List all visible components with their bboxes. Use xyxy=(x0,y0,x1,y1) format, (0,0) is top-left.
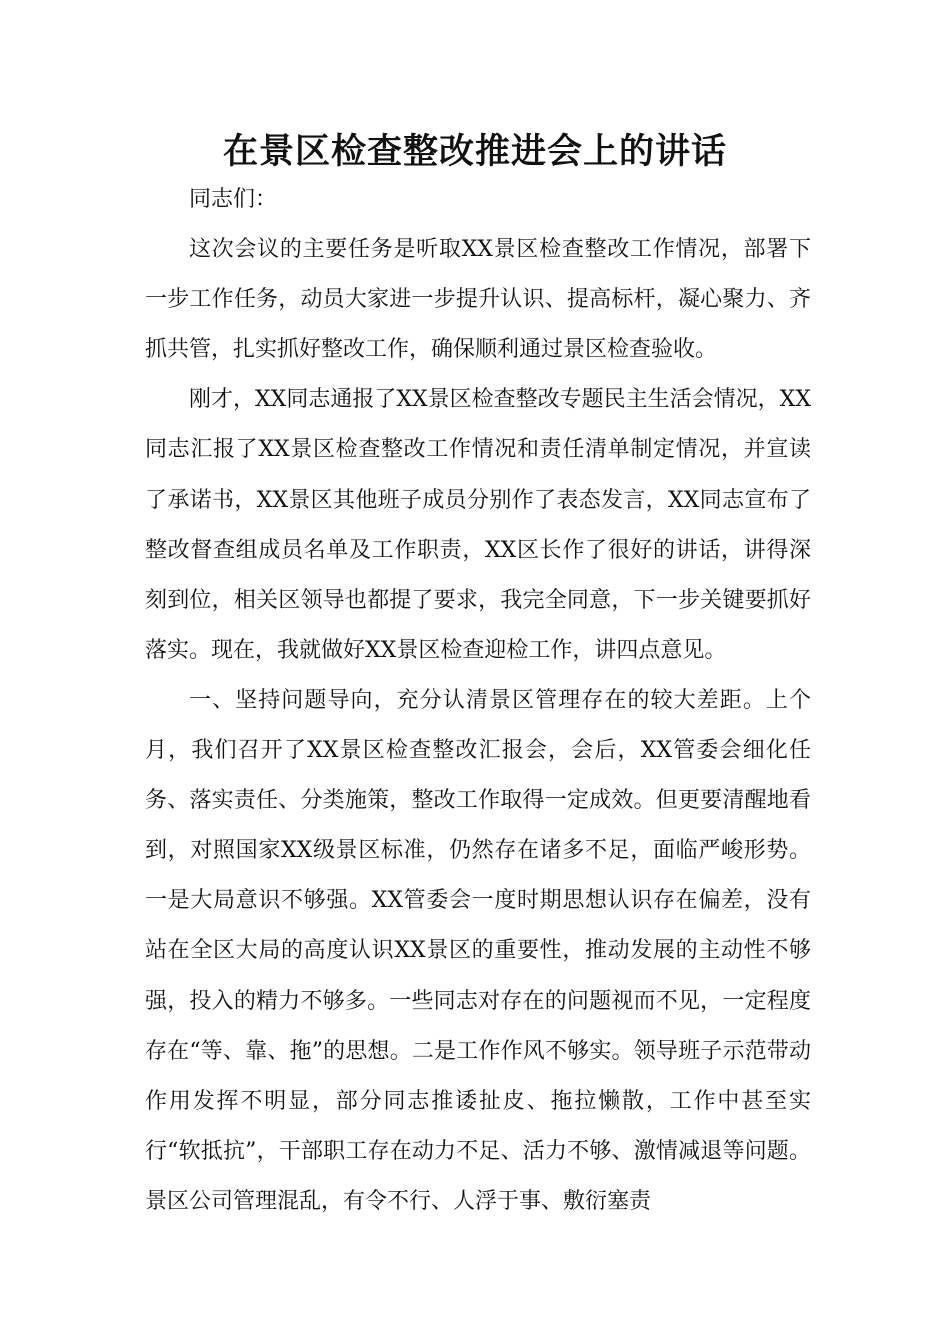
paragraph-recap: 刚才，XX同志通报了XX景区检查整改专题民主生活会情况，XX同志汇报了XX景区检查整改工作情况和责任清单制定情况，并宣读了承诺书，XX景区其他班子成员分别作了表态发言，XX同志宣布了整改督查组成员名单及工作职责，XX区长作了很好的讲话，讲得深刻到位，相关区领导也都提了要求，我完全同意，下一步关键要抓好落实。现在，我就做好XX景区检查迎检工作，讲四点意见。 xyxy=(145,387,811,663)
document-body xyxy=(145,175,811,1227)
document-title: 在景区检查整改推进会上的讲话 xyxy=(222,132,727,172)
paragraph-point-one: 一、坚持问题导向，充分认清景区管理存在的较大差距。上个月，我们召开了XX景区检查整改汇报会，会后，XX管委会细化任务、落实责任、分类施策，整改工作取得一定成效。但更要清醒地看到，对照国家XX级景区标准，仍然存在诸多不足，面临严峻形势。一是大局意识不够强。XX管委会一度时期思想认识存在偏差，没有站在全区大局的高度认识XX景区的重要性，推动发展的主动性不够强，投入的精力不够多。一些同志对存在的问题视而不见，一定程度存在“等、靠、拖”的思想。二是工作作风不够实。领导班子示范带动作用发挥不明显，部分同志推诿扯皮、拖拉懒散，工作中甚至实行“软抵抗”，干部职工存在动力不足、活力不够、激情减退等问题。景区公司管理混乱，有令不行、人浮于事、敷衍塞责 xyxy=(145,687,811,1214)
salutation: 同志们： xyxy=(189,187,278,212)
paragraph-intro: 这次会议的主要任务是听取XX景区检查整改工作情况，部署下一步工作任务，动员大家进一步提升认识、提高标杆，凝心聚力、齐抓共管，扎实抓好整改工作，确保顺利通过景区检查验收。 xyxy=(145,237,811,363)
